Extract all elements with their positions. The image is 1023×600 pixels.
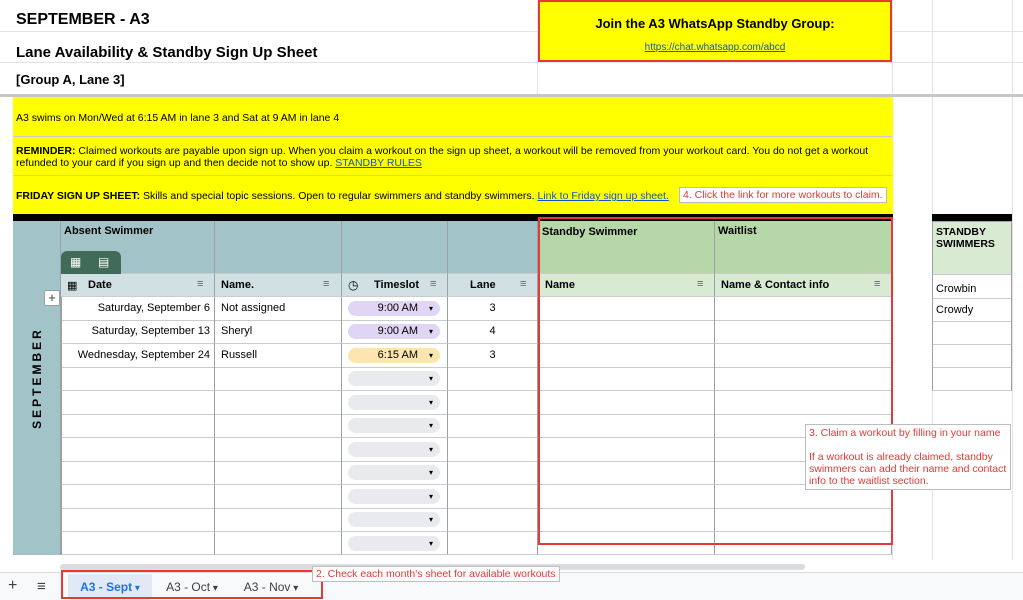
name-cell[interactable]	[215, 485, 342, 509]
dropdown-arrow-icon[interactable]: ▾	[428, 468, 433, 477]
sheet-tab-1[interactable]	[68, 574, 152, 600]
timeslot-chip[interactable]	[348, 465, 440, 480]
tab-label: A3 - Nov	[243, 580, 291, 594]
absent-swimmer-title: Absent Swimmer	[64, 225, 154, 237]
whatsapp-title: Join the A3 WhatsApp Standby Group:	[595, 16, 835, 31]
tab-dropdown-icon[interactable]: ▾	[132, 583, 140, 594]
reminder-label: REMINDER:	[16, 145, 76, 157]
timeslot-cell[interactable]	[342, 344, 448, 368]
column-label: Date	[88, 279, 112, 291]
schedule-text: A3 swims on Mon/Wed at 6:15 AM in lane 3 and Sat at 9 AM in lane 4	[16, 112, 340, 124]
name-cell[interactable]	[215, 414, 342, 438]
standby-swimmer-cell[interactable]	[932, 321, 1012, 345]
timeslot-cell[interactable]	[342, 414, 448, 438]
date-cell[interactable]: Saturday, September 13	[61, 320, 215, 344]
table-icon[interactable]: ▦	[70, 255, 82, 269]
lane-cell[interactable]	[448, 532, 538, 555]
lane-cell[interactable]: 3	[448, 297, 538, 321]
name-cell[interactable]	[215, 461, 342, 485]
standby-name-cell[interactable]	[538, 485, 715, 509]
dropdown-arrow-icon[interactable]: ▾	[428, 374, 433, 383]
timeslot-value: 9:00 AM	[377, 302, 418, 314]
timeslot-chip[interactable]	[348, 418, 440, 433]
date-cell[interactable]	[61, 367, 215, 391]
dropdown-arrow-icon[interactable]: ▾	[428, 492, 433, 501]
timeslot-chip[interactable]	[348, 489, 440, 504]
dropdown-arrow-icon[interactable]: ▾	[428, 421, 433, 430]
timeslot-chip[interactable]	[348, 324, 440, 339]
tab-label: A3 - Oct	[166, 580, 211, 594]
header-cell	[448, 221, 538, 274]
contact-cell[interactable]	[715, 367, 892, 391]
standby-name-cell[interactable]	[538, 438, 715, 462]
friday-body: Skills and special topic sessions. Open to regular swimmers and standby swimmers.	[140, 190, 538, 202]
standby-name-cell[interactable]	[538, 414, 715, 438]
note-spacer	[809, 439, 1007, 451]
column-label: Name	[545, 279, 575, 291]
whatsapp-link[interactable]: https://chat.whatsapp.com/abcd	[644, 42, 786, 53]
calendar-icon: ▦	[67, 280, 78, 292]
timeslot-cell[interactable]	[342, 461, 448, 485]
timeslot-cell[interactable]	[342, 485, 448, 509]
timeslot-value: 6:15 AM	[377, 349, 418, 361]
filter-icon[interactable]: ≡	[323, 278, 330, 290]
sheet-title: SEPTEMBER - A3	[16, 11, 150, 28]
standby-name-cell[interactable]	[538, 391, 715, 415]
column-header-contact[interactable]	[715, 274, 892, 297]
timeslot-chip[interactable]	[348, 348, 440, 363]
timeslot-chip[interactable]	[348, 301, 440, 316]
table-view-switcher[interactable]	[61, 251, 121, 274]
standby-swimmer-cell[interactable]: Crowbin	[932, 275, 1012, 299]
dropdown-arrow-icon[interactable]: ▾	[428, 539, 433, 548]
black-divider	[932, 214, 1012, 221]
timeslot-chip[interactable]	[348, 512, 440, 527]
column-label: Name & Contact info	[721, 279, 830, 291]
date-cell[interactable]	[61, 461, 215, 485]
lane-cell[interactable]	[448, 485, 538, 509]
dropdown-arrow-icon[interactable]: ▾	[428, 327, 433, 336]
month-column	[13, 221, 61, 555]
note-claim-workout	[805, 424, 1011, 490]
note-check-months: 2. Check each month's sheet for available workouts	[312, 566, 560, 582]
standby-name-cell[interactable]	[538, 297, 715, 321]
timeslot-chip[interactable]	[348, 536, 440, 551]
date-cell[interactable]	[61, 391, 215, 415]
date-cell[interactable]	[61, 438, 215, 462]
grid-line	[1012, 0, 1013, 560]
friday-label: FRIDAY SIGN UP SHEET:	[16, 190, 141, 202]
standby-name-cell[interactable]	[538, 367, 715, 391]
date-cell[interactable]	[61, 532, 215, 555]
standby-name-cell[interactable]	[538, 532, 715, 555]
contact-cell[interactable]	[715, 344, 892, 368]
lane-cell[interactable]: 3	[448, 344, 538, 368]
contact-cell[interactable]	[715, 508, 892, 532]
date-cell[interactable]	[61, 485, 215, 509]
grid-line	[0, 62, 1023, 63]
standby-name-cell[interactable]	[538, 344, 715, 368]
note-click-link: 4. Click the link for more workouts to claim.	[679, 187, 887, 203]
contact-cell[interactable]	[715, 297, 892, 321]
standby-name-cell[interactable]	[538, 508, 715, 532]
header-line: STANDBY	[936, 226, 986, 238]
standby-swimmer-cell[interactable]	[932, 344, 1012, 368]
standby-swimmer-cell[interactable]: Crowdy	[932, 298, 1012, 322]
sheet-tab-3[interactable]	[232, 574, 310, 600]
standby-name-cell[interactable]	[538, 320, 715, 344]
dropdown-arrow-icon[interactable]: ▾	[428, 304, 433, 313]
column-label: Timeslot	[374, 279, 420, 291]
timeslot-cell[interactable]	[342, 391, 448, 415]
header-line: SWIMMERS	[936, 238, 995, 250]
date-cell[interactable]: Saturday, September 6	[61, 297, 215, 321]
lane-cell[interactable]	[448, 391, 538, 415]
name-cell[interactable]: Sheryl	[215, 320, 342, 344]
grid-line	[13, 175, 893, 176]
sheet-subtitle: Lane Availability & Standby Sign Up Sheet	[16, 44, 318, 61]
note-text: 3. Claim a workout by filling in your name	[809, 427, 1001, 439]
name-cell[interactable]: Not assigned	[215, 297, 342, 321]
name-cell[interactable]	[215, 367, 342, 391]
waitlist-title: Waitlist	[718, 225, 757, 237]
grid-line	[0, 31, 537, 32]
filter-icon[interactable]: ≡	[697, 278, 704, 290]
filter-icon[interactable]: ≡	[430, 278, 437, 290]
black-divider	[13, 214, 893, 221]
filter-icon[interactable]: ≡	[197, 278, 204, 290]
name-cell[interactable]	[215, 391, 342, 415]
standby-swimmers-header	[932, 221, 1012, 275]
timeslot-cell[interactable]	[342, 297, 448, 321]
standby-rules-link[interactable]: STANDBY RULES	[335, 157, 422, 169]
lane-cell[interactable]	[448, 508, 538, 532]
month-label: SEPTEMBER	[30, 327, 44, 429]
column-label: Name.	[221, 279, 255, 291]
contact-cell[interactable]	[715, 320, 892, 344]
dropdown-arrow-icon[interactable]: ▾	[428, 398, 433, 407]
lane-cell[interactable]: 4	[448, 320, 538, 344]
filter-icon[interactable]: ≡	[520, 278, 527, 290]
timeslot-cell[interactable]	[342, 367, 448, 391]
tab-label: A3 - Sept	[80, 580, 133, 594]
date-cell[interactable]	[61, 414, 215, 438]
waitlist-header	[715, 221, 892, 274]
column-header-timeslot[interactable]	[342, 274, 448, 297]
timeslot-chip[interactable]	[348, 442, 440, 457]
contact-cell[interactable]	[715, 391, 892, 415]
reminder-body: Claimed workouts are payable upon sign up. When you claim a workout on the sign up sheet, a workout will be removed from your workout card. You do not get a workout refunded to your card if you sign up and then decide not to show up.	[16, 145, 869, 169]
friday-signup-link[interactable]: Link to Friday sign up sheet.	[537, 190, 669, 202]
add-sheet-icon[interactable]: +	[8, 577, 18, 594]
add-row-icon[interactable]: +	[44, 290, 60, 306]
standby-swimmer-cell[interactable]	[932, 367, 1012, 391]
date-cell[interactable]	[61, 508, 215, 532]
clock-icon: ◷	[348, 278, 359, 292]
timeslot-cell[interactable]	[342, 508, 448, 532]
standby-name-cell[interactable]	[538, 461, 715, 485]
name-cell[interactable]: Russell	[215, 344, 342, 368]
note-text: If a workout is already claimed, standby swimmers can add their name and contact info to the waitlist section.	[809, 451, 1007, 487]
name-cell[interactable]	[215, 438, 342, 462]
timeslot-chip[interactable]	[348, 395, 440, 410]
contact-cell[interactable]	[715, 532, 892, 555]
timeslot-chip[interactable]	[348, 371, 440, 386]
dropdown-arrow-icon[interactable]: ▾	[428, 515, 433, 524]
column-header-date[interactable]	[61, 274, 215, 297]
date-cell[interactable]: Wednesday, September 24	[61, 344, 215, 368]
header-cell	[215, 221, 342, 274]
header-cell	[342, 221, 448, 274]
lane-cell[interactable]	[448, 414, 538, 438]
dropdown-arrow-icon[interactable]: ▾	[428, 351, 433, 360]
lane-cell[interactable]	[448, 367, 538, 391]
column-label: Lane	[470, 279, 496, 291]
group-label: [Group A, Lane 3]	[16, 72, 125, 87]
column-header-lane[interactable]	[448, 274, 538, 297]
tab-dropdown-icon[interactable]: ▾	[290, 583, 299, 594]
sheet-tab-2[interactable]	[154, 574, 230, 600]
dropdown-arrow-icon[interactable]: ▾	[428, 445, 433, 454]
lane-cell[interactable]	[448, 461, 538, 485]
timeslot-value: 9:00 AM	[377, 325, 418, 337]
standby-swimmer-header	[538, 221, 715, 274]
filter-icon[interactable]: ≡	[874, 278, 881, 290]
calendar-view-icon[interactable]: ▤	[98, 255, 110, 269]
reminder-text	[16, 145, 886, 169]
friday-text	[16, 190, 669, 202]
timeslot-cell[interactable]	[342, 532, 448, 555]
lane-cell[interactable]	[448, 438, 538, 462]
grid-line	[13, 136, 893, 137]
standby-swimmer-title: Standby Swimmer	[542, 226, 638, 238]
name-cell[interactable]	[215, 508, 342, 532]
whatsapp-box	[538, 0, 892, 62]
timeslot-cell[interactable]	[342, 320, 448, 344]
column-header-name[interactable]	[215, 274, 342, 297]
tab-dropdown-icon[interactable]: ▾	[210, 583, 218, 594]
timeslot-cell[interactable]	[342, 438, 448, 462]
column-header-standby-name[interactable]	[538, 274, 715, 297]
grid-line	[892, 31, 1023, 32]
name-cell[interactable]	[215, 532, 342, 555]
all-sheets-menu-icon[interactable]: ≡	[37, 578, 46, 595]
